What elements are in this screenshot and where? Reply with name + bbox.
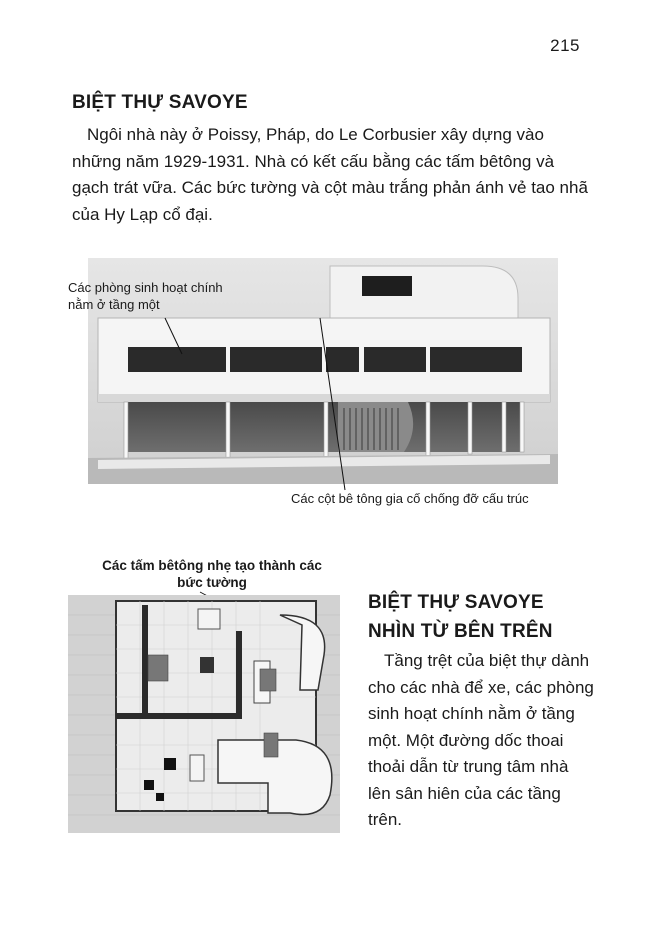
callout-main-rooms: Các phòng sinh hoạt chính nằm ở tầng một (68, 280, 223, 312)
heading-line-1: BIỆT THỰ SAVOYE (368, 592, 544, 613)
villa-plan-photo (68, 595, 340, 833)
section-heading: BIỆT THỰ SAVOYE (72, 92, 248, 113)
page-number: 215 (550, 36, 580, 55)
callout-concrete-slabs: Các tấm bêtông nhẹ tạo thành các bức tường (102, 558, 322, 590)
heading-line-2: NHÌN TỪ BÊN TRÊN (368, 621, 553, 642)
callout-columns: Các cột bê tông gia cố chống đỡ cấu trúc (291, 491, 529, 506)
intro-paragraph: Ngôi nhà này ở Poissy, Pháp, do Le Corbusier xây dựng vào những năm 1929-1931. Nhà có kết cấu bằng các tấm bêtông và gạch trát vữa. Các bức tường và cột màu trắng phản ánh vẻ tao nhã của Hy Lạp cổ đại. (72, 125, 588, 224)
top-view-paragraph: Tầng trệt của biệt thự dành cho các nhà để xe, các phòng sinh hoạt chính nằm ở tầng một. Một đường dốc thoai thoải dẫn từ trung tâm nhà lên sân hiên của các tầng trên. (368, 651, 594, 829)
section-heading-top-view (368, 588, 553, 646)
